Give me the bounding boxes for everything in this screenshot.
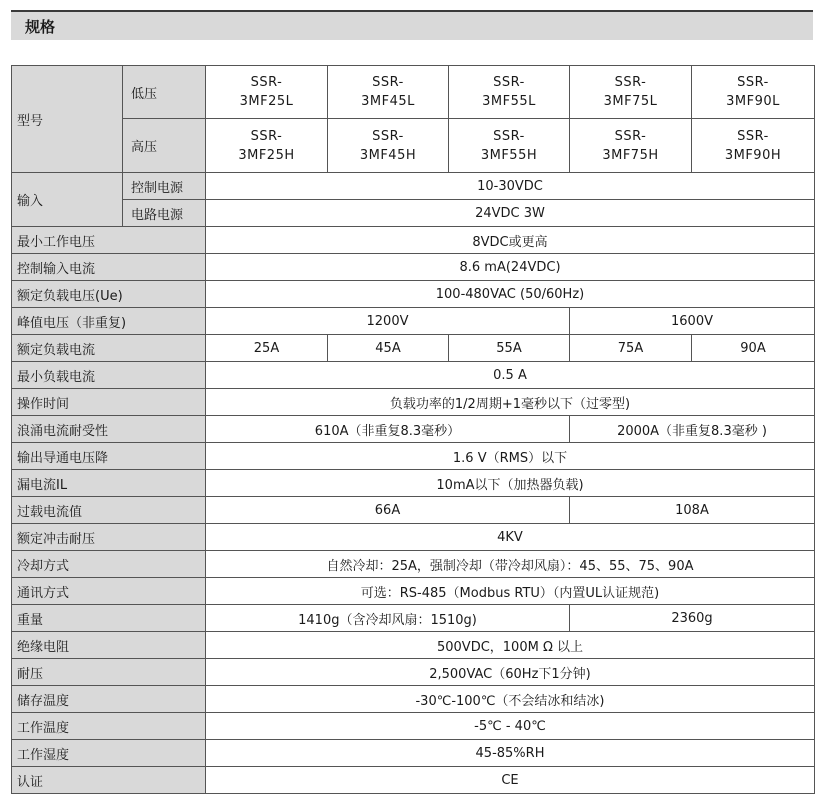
row-value: 10mA以下（加热器负载) <box>206 470 815 497</box>
row-label: 通讯方式 <box>12 578 206 605</box>
model-high-row <box>12 119 815 173</box>
row-value: 610A（非重复8.3毫秒） <box>206 416 570 443</box>
spec-row <box>12 362 815 389</box>
row-value: 45A <box>328 335 449 362</box>
model-cell: SSR- 3MF90H <box>692 119 815 173</box>
row-value: -5℃ - 40℃ <box>206 713 815 740</box>
spec-row <box>12 767 815 794</box>
row-value: 55A <box>449 335 570 362</box>
model-cell: SSR- 3MF75L <box>570 66 692 119</box>
model-low-row <box>12 66 815 119</box>
row-label: 额定负载电压(Ue) <box>12 281 206 308</box>
row-label: 最小负载电流 <box>12 362 206 389</box>
row-label: 额定冲击耐压 <box>12 524 206 551</box>
row-label: 漏电流IL <box>12 470 206 497</box>
spec-row <box>12 551 815 578</box>
spec-row <box>12 605 815 632</box>
spec-row <box>12 578 815 605</box>
control-power-label: 控制电源 <box>123 173 206 200</box>
row-value: 1600V <box>570 308 815 335</box>
circuit-power-value: 24VDC 3W <box>206 200 815 227</box>
row-value: 75A <box>570 335 692 362</box>
spec-row <box>12 686 815 713</box>
model-cell: SSR- 3MF55H <box>449 119 570 173</box>
spec-row <box>12 389 815 416</box>
model-cell: SSR- 3MF45H <box>328 119 449 173</box>
model-cell: SSR- 3MF75H <box>570 119 692 173</box>
row-label: 绝缘电阻 <box>12 632 206 659</box>
control-power-value: 10-30VDC <box>206 173 815 200</box>
model-cell: SSR- 3MF90L <box>692 66 815 119</box>
row-label: 重量 <box>12 605 206 632</box>
row-value: CE <box>206 767 815 794</box>
low-voltage-label: 低压 <box>123 66 206 119</box>
input-control-row <box>12 173 815 200</box>
row-value: 500VDC，100M Ω 以上 <box>206 632 815 659</box>
spec-row <box>12 281 815 308</box>
spec-row <box>12 659 815 686</box>
row-value: 66A <box>206 497 570 524</box>
row-label: 工作温度 <box>12 713 206 740</box>
spec-row <box>12 416 815 443</box>
input-circuit-row <box>12 200 815 227</box>
section-header <box>11 12 813 40</box>
spec-row <box>12 740 815 767</box>
row-label: 浪涌电流耐受性 <box>12 416 206 443</box>
model-cell: SSR- 3MF55L <box>449 66 570 119</box>
circuit-power-label: 电路电源 <box>123 200 206 227</box>
row-label: 最小工作电压 <box>12 227 206 254</box>
row-value: 0.5 A <box>206 362 815 389</box>
row-value: 90A <box>692 335 815 362</box>
row-value: 2,500VAC（60Hz下1分钟) <box>206 659 815 686</box>
row-label: 峰值电压（非重复) <box>12 308 206 335</box>
spec-row <box>12 632 815 659</box>
row-label: 工作湿度 <box>12 740 206 767</box>
row-label: 冷却方式 <box>12 551 206 578</box>
spec-row <box>12 524 815 551</box>
spec-row <box>12 443 815 470</box>
row-value: 1410g（含冷却风扇：1510g) <box>206 605 570 632</box>
spec-row <box>12 227 815 254</box>
row-label: 耐压 <box>12 659 206 686</box>
model-cell: SSR- 3MF25L <box>206 66 328 119</box>
row-label: 控制输入电流 <box>12 254 206 281</box>
spec-row <box>12 308 815 335</box>
row-label: 过载电流值 <box>12 497 206 524</box>
section-title: 规格 <box>25 18 56 36</box>
model-label: 型号 <box>12 66 123 173</box>
spec-row <box>12 254 815 281</box>
spec-row <box>12 497 815 524</box>
row-value: 108A <box>570 497 815 524</box>
spec-row <box>12 470 815 497</box>
spec-row <box>12 713 815 740</box>
row-label: 额定负载电流 <box>12 335 206 362</box>
model-cell: SSR- 3MF45L <box>328 66 449 119</box>
row-value: 2000A（非重复8.3毫秒 ) <box>570 416 815 443</box>
row-value: 自然冷却：25A，强制冷却（带冷却风扇）：45、55、75、90A <box>206 551 815 578</box>
row-value: 1200V <box>206 308 570 335</box>
high-voltage-label: 高压 <box>123 119 206 173</box>
spec-row <box>12 335 815 362</box>
row-label: 输出导通电压降 <box>12 443 206 470</box>
row-value: 8.6 mA(24VDC) <box>206 254 815 281</box>
row-value: 25A <box>206 335 328 362</box>
row-value: 1.6 V（RMS）以下 <box>206 443 815 470</box>
row-label: 操作时间 <box>12 389 206 416</box>
row-value: 可选：RS-485（Modbus RTU）（内置UL认证规范) <box>206 578 815 605</box>
row-value: -30℃-100℃（不会结冰和结冰) <box>206 686 815 713</box>
row-value: 100-480VAC (50/60Hz) <box>206 281 815 308</box>
spec-table <box>11 65 815 794</box>
input-label: 输入 <box>12 173 123 227</box>
row-value: 负载功率的1/2周期+1毫秒以下（过零型) <box>206 389 815 416</box>
row-value: 8VDC或更高 <box>206 227 815 254</box>
row-value: 4KV <box>206 524 815 551</box>
row-label: 认证 <box>12 767 206 794</box>
row-value: 2360g <box>570 605 815 632</box>
model-cell: SSR- 3MF25H <box>206 119 328 173</box>
row-value: 45-85%RH <box>206 740 815 767</box>
row-label: 储存温度 <box>12 686 206 713</box>
